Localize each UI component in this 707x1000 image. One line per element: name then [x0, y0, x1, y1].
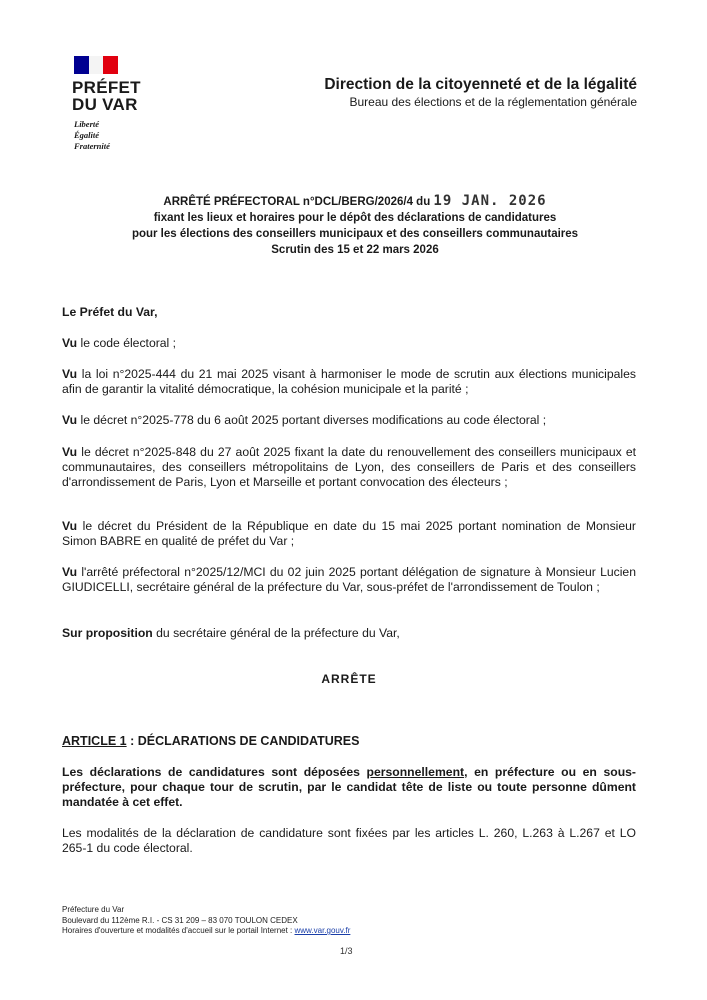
motto-fraternite: Fraternité [74, 141, 110, 151]
visa-paragraph [62, 519, 636, 549]
title-line-3: pour les élections des conseillers municipaux et des conseillers communautaires [131, 228, 579, 240]
visa-text: le décret du Président de la République en date du 15 mai 2025 portant nomination de Monsieur Simon BABRE en qualité de préfet du Var ; [62, 519, 636, 548]
footer-line-2: Boulevard du 112ème R.I. - CS 31 209 – 83 070 TOULON CEDEX [62, 915, 298, 925]
article-1-title: : DÉCLARATIONS DE CANDIDATURES [126, 734, 360, 748]
logo-line-2: DU VAR [72, 95, 138, 114]
article-1-bold-text: , en préfecture ou en sous-préfecture, pour chaque tour de scrutin, par le candidat tête de liste ou toute personne dûment mandatée à cet effet. [62, 765, 636, 809]
opening-text: Le Préfet du Var, [62, 305, 158, 319]
marianne-flag-icon [74, 56, 118, 74]
proposition-text: du secrétaire général de la préfecture du Var, [152, 626, 400, 640]
visa-paragraph [62, 367, 636, 397]
motto-liberte: Liberté [74, 119, 100, 129]
visa-text: le code électoral ; [77, 336, 177, 350]
date-stamp: 19 JAN. 2026 [433, 193, 547, 209]
direction-subtitle: Bureau des élections et de la réglementation générale [349, 95, 637, 109]
title-line-1 [60, 193, 650, 210]
visa-text: la loi n°2025-444 du 21 mai 2025 visant à harmoniser le mode de scrutin aux élections municipales afin de garantir la vitalité démocratique, la cohésion municipale et la parité ; [62, 367, 636, 396]
vu-word: Vu [62, 565, 78, 579]
vu-word: Vu [62, 445, 78, 459]
logo-line-1: PRÉFET [72, 78, 141, 97]
vu-word: Vu [62, 367, 78, 381]
proposition-bold: Sur proposition [62, 626, 153, 640]
proposition-paragraph [62, 626, 636, 641]
opening-line [62, 305, 636, 320]
vu-word: Vu [62, 336, 78, 350]
vu-word: Vu [62, 413, 78, 427]
republic-motto [74, 119, 110, 152]
arrete-title-block [60, 193, 650, 258]
flag-red-stripe [103, 56, 118, 74]
visa-paragraph [62, 445, 636, 490]
flag-blue-stripe [74, 56, 89, 74]
footer-line-1: Préfecture du Var [62, 905, 125, 914]
title-line-2: fixant les lieux et horaires pour le dépôt des déclarations de candidatures [153, 212, 557, 224]
vu-word: Vu [62, 519, 78, 533]
visa-text: l'arrêté préfectoral n°2025/12/MCI du 02 juin 2025 portant délégation de signature à Monsieur Lucien GIUDICELLI, secrétaire général de la préfecture du Var, sous-préfet de l'arrondissement de Toulon ; [62, 565, 636, 594]
article-1-paragraph-2: Les modalités de la déclaration de candidature sont fixées par les articles L. 260, L.263 à L.267 et LO 265-1 du code électoral. [62, 826, 636, 855]
direction-title: Direction de la citoyenneté et de la légalité [324, 76, 637, 93]
visa-paragraph [62, 336, 636, 351]
page-number: 1/3 [340, 946, 353, 956]
footer-line-3 [62, 926, 350, 937]
article-1-paragraph-1 [62, 765, 636, 810]
motto-egalite: Égalité [74, 130, 100, 140]
article-1-label: ARTICLE 1 [62, 734, 127, 748]
article-1-heading [62, 734, 359, 748]
footer-hours-text: Horaires d'ouverture et modalités d'accueil sur le portail Internet : [62, 926, 295, 935]
article-1-bold-text: Les déclarations de candidatures sont déposées [62, 765, 367, 779]
prefet-logo-text [72, 79, 141, 113]
footer-website-link[interactable]: www.var.gouv.fr [294, 926, 351, 935]
visa-paragraph [62, 413, 636, 428]
visa-text: le décret n°2025-778 du 6 août 2025 portant diverses modifications au code électoral ; [77, 413, 547, 427]
article-1-underlined: personnellement [366, 765, 465, 779]
title-line-4: Scrutin des 15 et 22 mars 2026 [271, 244, 439, 256]
visa-paragraph [62, 565, 636, 595]
arrete-number: ARRÊTÉ PRÉFECTORAL n°DCL/BERG/2026/4 du [163, 196, 431, 208]
arrete-heading: ARRÊTE [321, 672, 377, 686]
footer [62, 905, 350, 937]
visa-text: le décret n°2025-848 du 27 août 2025 fixant la date du renouvellement des conseillers municipaux et communautaires, des conseillers métropolitains de Lyon, des conseillers de Paris et des conseillers d'arrondissement de Paris, Lyon et Marseille et portant convocation des électeurs ; [62, 445, 636, 489]
flag-white-stripe [89, 56, 104, 74]
